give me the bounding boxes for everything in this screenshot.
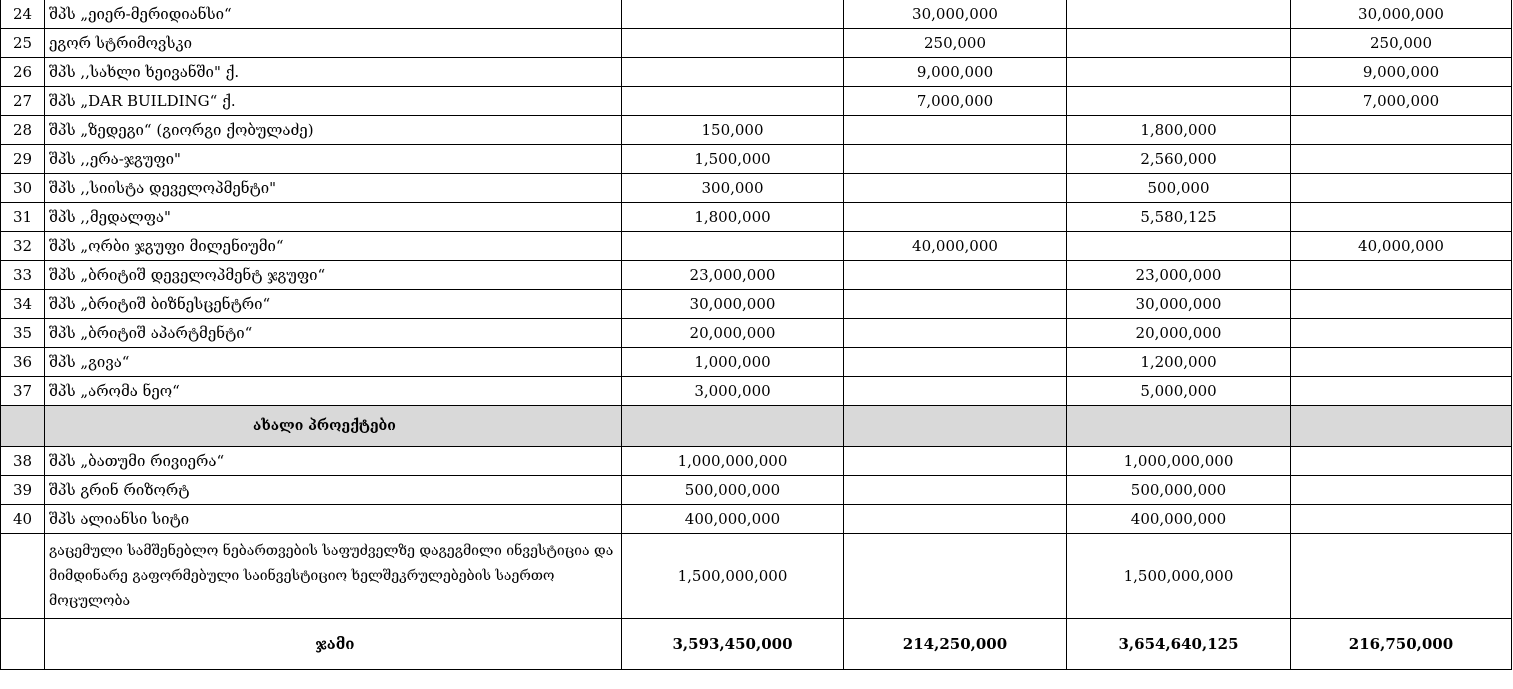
value-col-4: 40,000,000 [1291,232,1512,261]
table-row [0,348,1512,377]
company-name: შპს ,,სახლი ხეივანში" ქ. [45,58,622,87]
company-name: შპს „ეიერ-მერიდიანსი“ [45,0,622,29]
value-col-4 [1291,116,1512,145]
value-col-1: 400,000,000 [622,505,844,534]
value-col-4: 9,000,000 [1291,58,1512,87]
value-col-4 [1291,476,1512,505]
value-col-2 [844,476,1067,505]
section-header-row [0,406,1512,447]
value-col-3 [1067,0,1291,29]
value-col-4 [1291,406,1512,447]
table-row [0,145,1512,174]
company-name: შპს „ზედეგი“ (გიორგი ქობულაძე) [45,116,622,145]
value-col-4 [1291,348,1512,377]
value-col-3 [1067,232,1291,261]
row-number: 30 [0,174,45,203]
value-col-1 [622,232,844,261]
value-col-2 [844,406,1067,447]
table-row [0,505,1512,534]
value-col-3: 400,000,000 [1067,505,1291,534]
value-col-2: 7,000,000 [844,87,1067,116]
value-col-4 [1291,319,1512,348]
company-name: შპს „ბრიტიშ დეველოპმენტ ჯგუფი“ [45,261,622,290]
row-number: 25 [0,29,45,58]
company-name: შპს „ორბი ჯგუფი მილენიუმი“ [45,232,622,261]
company-name: შპს გრინ რიზორტ [45,476,622,505]
total-col-1: 3,593,450,000 [622,619,844,670]
value-col-3: 500,000,000 [1067,476,1291,505]
company-name: შპს ,,ერა-ჯგუფი" [45,145,622,174]
value-col-1: 1,500,000,000 [622,534,844,619]
row-number: 39 [0,476,45,505]
value-col-3 [1067,29,1291,58]
company-name: შპს „ბათუმი რივიერა“ [45,447,622,476]
value-col-1 [622,406,844,447]
row-number: 37 [0,377,45,406]
row-number: 32 [0,232,45,261]
value-col-3: 500,000 [1067,174,1291,203]
table-row [0,232,1512,261]
value-col-2: 30,000,000 [844,0,1067,29]
value-col-1: 1,000,000,000 [622,447,844,476]
value-col-4: 7,000,000 [1291,87,1512,116]
row-number [0,534,45,619]
value-col-3: 5,000,000 [1067,377,1291,406]
value-col-2 [844,203,1067,232]
row-number: 31 [0,203,45,232]
table-row [0,377,1512,406]
value-col-2 [844,319,1067,348]
value-col-4: 30,000,000 [1291,0,1512,29]
row-number: 26 [0,58,45,87]
value-col-1: 30,000,000 [622,290,844,319]
value-col-1: 150,000 [622,116,844,145]
value-col-4: 250,000 [1291,29,1512,58]
company-name: შპს „ბრიტიშ აპარტმენტი“ [45,319,622,348]
table-row [0,174,1512,203]
value-col-2 [844,505,1067,534]
value-col-4 [1291,145,1512,174]
row-number: 36 [0,348,45,377]
value-col-4 [1291,505,1512,534]
value-col-2 [844,145,1067,174]
value-col-1 [622,29,844,58]
section-title: ახალი პროექტები [45,406,622,447]
company-name: შპს „გივა“ [45,348,622,377]
value-col-1: 3,000,000 [622,377,844,406]
table-row [0,29,1512,58]
value-col-2 [844,534,1067,619]
value-col-1: 1,500,000 [622,145,844,174]
summary-description: გაცემული სამშენებლო ნებართვების საფუძველზე დაგეგმილი ინვესტიცია და მიმდინარე გაფორმებული საინვესტიციო ხელშეკრულებების საერთო მოცულობა [45,534,622,619]
row-number: 28 [0,116,45,145]
value-col-3 [1067,87,1291,116]
value-col-1: 1,800,000 [622,203,844,232]
value-col-3: 5,580,125 [1067,203,1291,232]
value-col-2: 250,000 [844,29,1067,58]
value-col-1 [622,58,844,87]
table-row [0,447,1512,476]
value-col-1: 23,000,000 [622,261,844,290]
company-name: ეგორ სტრიმოვსკი [45,29,622,58]
company-name: შპს „არომა ნეო“ [45,377,622,406]
total-col-4: 216,750,000 [1291,619,1512,670]
value-col-2 [844,290,1067,319]
value-col-3: 30,000,000 [1067,290,1291,319]
table-row [0,261,1512,290]
value-col-1 [622,87,844,116]
table-row [0,87,1512,116]
row-number: 34 [0,290,45,319]
value-col-3: 1,000,000,000 [1067,447,1291,476]
total-col-3: 3,654,640,125 [1067,619,1291,670]
table-row [0,476,1512,505]
value-col-4 [1291,534,1512,619]
row-number: 27 [0,87,45,116]
value-col-1: 20,000,000 [622,319,844,348]
value-col-2: 9,000,000 [844,58,1067,87]
row-number: 35 [0,319,45,348]
table-row [0,290,1512,319]
value-col-1: 500,000,000 [622,476,844,505]
row-number: 24 [0,0,45,29]
company-name: შპს ,,სიისტა დეველოპმენტი" [45,174,622,203]
company-name: შპს „ბრიტიშ ბიზნესცენტრი“ [45,290,622,319]
company-name: შპს ალიანსი სიტი [45,505,622,534]
value-col-2: 40,000,000 [844,232,1067,261]
value-col-1: 300,000 [622,174,844,203]
row-number [0,406,45,447]
value-col-3: 1,800,000 [1067,116,1291,145]
table-row [0,0,1512,29]
row-number [0,619,45,670]
row-number: 40 [0,505,45,534]
value-col-1: 1,000,000 [622,348,844,377]
summary-row [0,534,1512,619]
table-row [0,116,1512,145]
value-col-4 [1291,203,1512,232]
table-row [0,58,1512,87]
value-col-2 [844,377,1067,406]
total-row [0,619,1512,670]
row-number: 33 [0,261,45,290]
value-col-1 [622,0,844,29]
value-col-2 [844,116,1067,145]
value-col-3: 23,000,000 [1067,261,1291,290]
total-col-2: 214,250,000 [844,619,1067,670]
value-col-3: 1,200,000 [1067,348,1291,377]
value-col-4 [1291,174,1512,203]
value-col-2 [844,447,1067,476]
value-col-2 [844,348,1067,377]
value-col-4 [1291,290,1512,319]
table-row [0,319,1512,348]
row-number: 38 [0,447,45,476]
row-number: 29 [0,145,45,174]
value-col-3 [1067,58,1291,87]
value-col-2 [844,174,1067,203]
table-row [0,203,1512,232]
value-col-4 [1291,377,1512,406]
value-col-4 [1291,261,1512,290]
company-name: შპს ,,მედალფა" [45,203,622,232]
value-col-3: 20,000,000 [1067,319,1291,348]
company-name: შპს „DAR BUILDING“ ქ. [45,87,622,116]
value-col-4 [1291,447,1512,476]
total-label: ჯამი [45,619,622,670]
value-col-2 [844,261,1067,290]
value-col-3: 1,500,000,000 [1067,534,1291,619]
value-col-3 [1067,406,1291,447]
value-col-3: 2,560,000 [1067,145,1291,174]
